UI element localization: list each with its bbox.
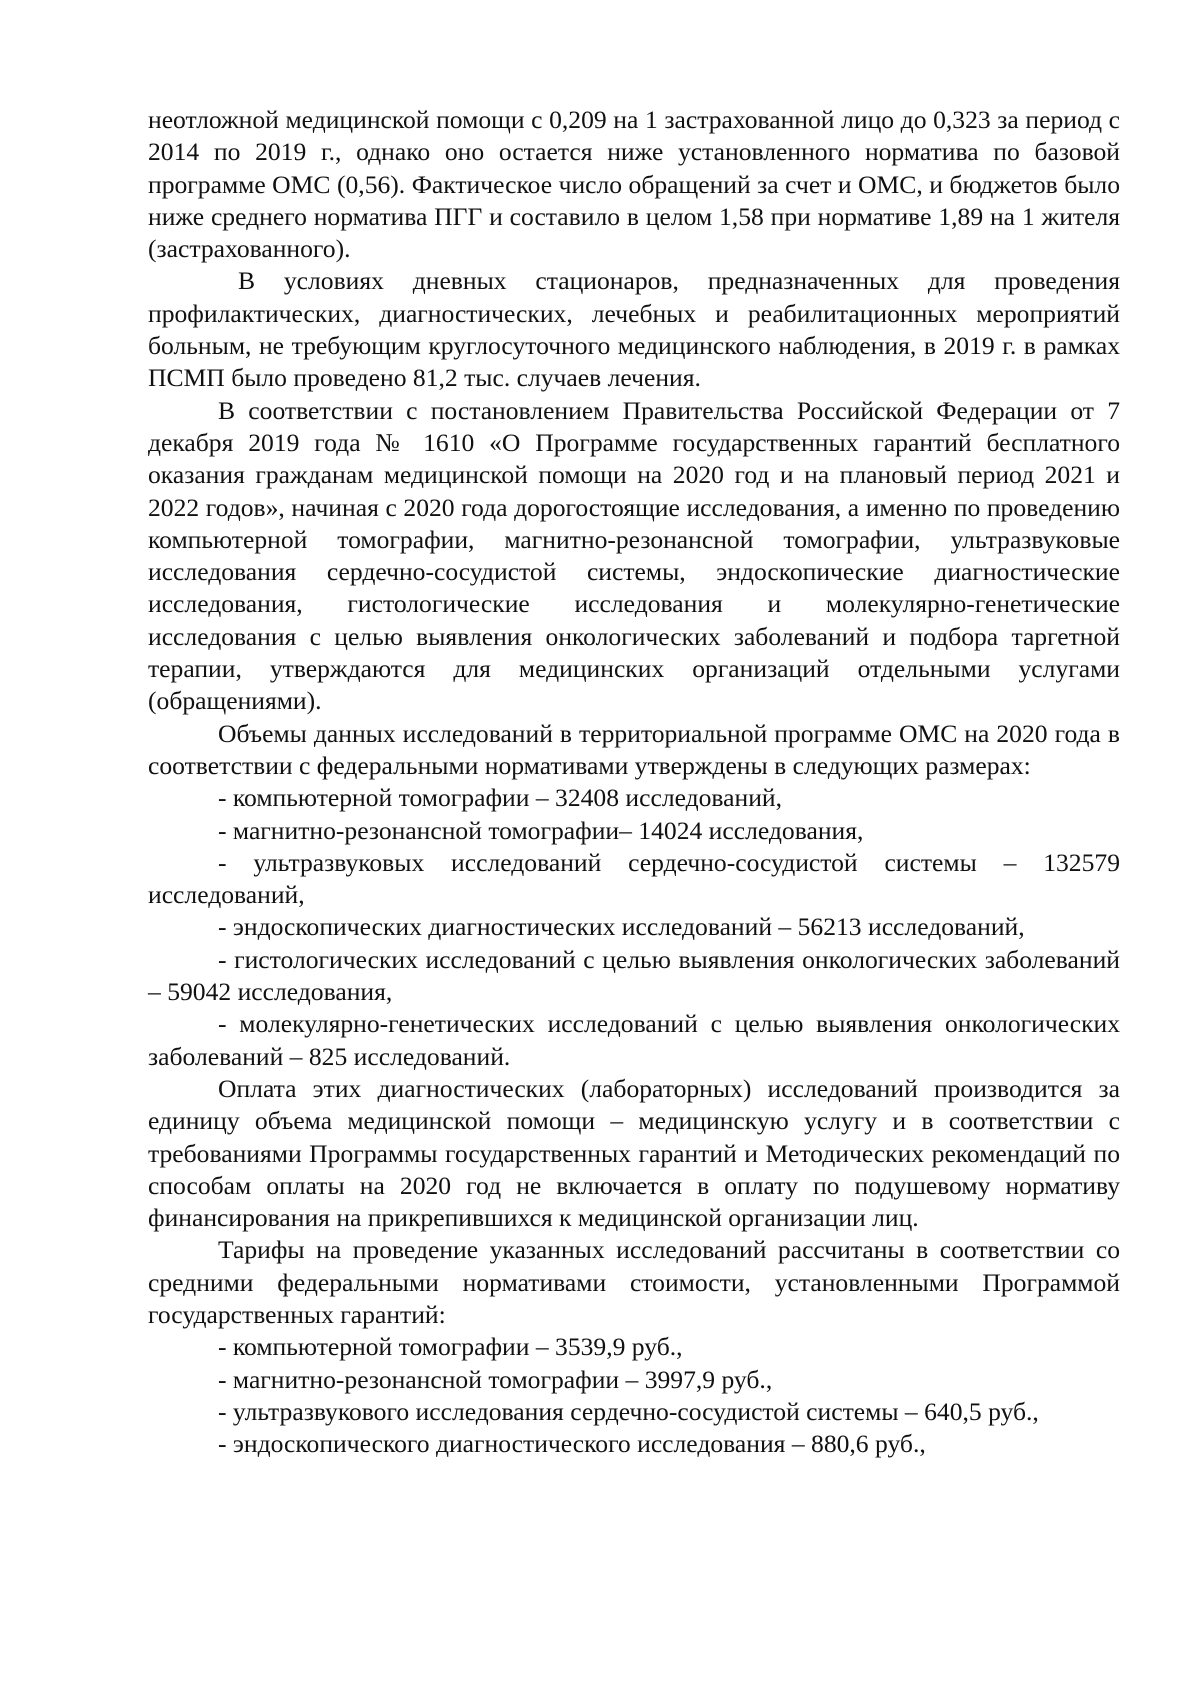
list-item-molecular-volume: - молекулярно-генетических исследований с целью выявления онкологических заболеваний – 825 исследований. bbox=[148, 1009, 1120, 1071]
list-item-mri-volume: - магнитно-резонансной томографии– 14024 исследования, bbox=[218, 815, 864, 845]
list-item-endoscopy-volume: - эндоскопических диагностических исследований – 56213 исследований, bbox=[218, 912, 1025, 942]
list-item-ct-volume: - компьютерной томографии – 32408 исследований, bbox=[218, 783, 783, 813]
list-item-ultrasound-volume: - ультразвуковых исследований сердечно-сосудистой системы – 132579 исследований, bbox=[148, 847, 1120, 910]
document-page bbox=[148, 104, 1120, 1460]
list-item-mri-tariff: - магнитно-резонансной томографии – 3997,9 руб., bbox=[218, 1364, 773, 1394]
paragraph-tariffs-intro: Тарифы на проведение указанных исследований рассчитаны в соответствии со средними федеральными нормативами стоимости, установленными Программой государственных гарантий: bbox=[148, 1235, 1120, 1329]
list-item-histology-volume: - гистологических исследований с целью выявления онкологических заболеваний – 59042 исследования, bbox=[148, 944, 1120, 1007]
list-item-ct-tariff: - компьютерной томографии – 3539,9 руб., bbox=[218, 1332, 683, 1362]
list-item-ultrasound-tariff: - ультразвукового исследования сердечно-сосудистой системы – 640,5 руб., bbox=[218, 1396, 1039, 1426]
paragraph-payment: Оплата этих диагностических (лабораторных) исследований производится за единицу объема медицинской помощи – медицинскую услугу и в соответствии с требованиями Программы государственных гарантий и Методических рекомендаций по способам оплаты на 2020 год не включается в оплату по подушевому нормативу финансирования на прикрепившихся к медицинской организации лиц. bbox=[148, 1073, 1120, 1233]
list-item-endoscopy-tariff: - эндоскопического диагностического исследования – 880,6 руб., bbox=[218, 1429, 926, 1459]
paragraph-day-hospitals: В условиях дневных стационаров, предназначенных для проведения профилактических, диагностических, лечебных и реабилитационных мероприятий больным, не требующим круглосуточного медицинского наблюдения, в 2019 г. в рамках ПСМП было проведено 81,2 тыс. случаев лечения. bbox=[148, 266, 1120, 393]
paragraph-emergency-care: неотложной медицинской помощи с 0,209 на 1 застрахованной лицо до 0,323 за период с 2014 по 2019 г., однако оно остается ниже установленного норматива по базовой программе ОМС (0,56). Фактическое число обращений за счет и ОМС, и бюджетов было ниже среднего норматива ПГГ и составило в целом 1,58 при нормативе 1,89 на 1 жителя (застрахованного). bbox=[148, 105, 1120, 264]
paragraph-government-decree: В соответствии с постановлением Правительства Российской Федерации от 7 декабря 2019 года № 1610 «О Программе государственных гарантий бесплатного оказания гражданам медицинской помощи на 2020 год и на плановый период 2021 и 2022 годов», начиная с 2020 года дорогостоящие исследования, а именно по проведению компьютерной томографии, магнитно-резонансной томографии, ультразвуковые исследования сердечно-сосудистой системы, эндоскопические диагностические исследования, гистологические исследования и молекулярно-генетические исследования с целью выявления онкологических заболеваний и подбора таргетной терапии, утверждаются для медицинских организаций отдельными услугами (обращениями). bbox=[148, 395, 1120, 716]
paragraph-volumes-intro: Объемы данных исследований в территориальной программе ОМС на 2020 года в соответствии с федеральными нормативами утверждены в следующих размерах: bbox=[148, 718, 1120, 780]
